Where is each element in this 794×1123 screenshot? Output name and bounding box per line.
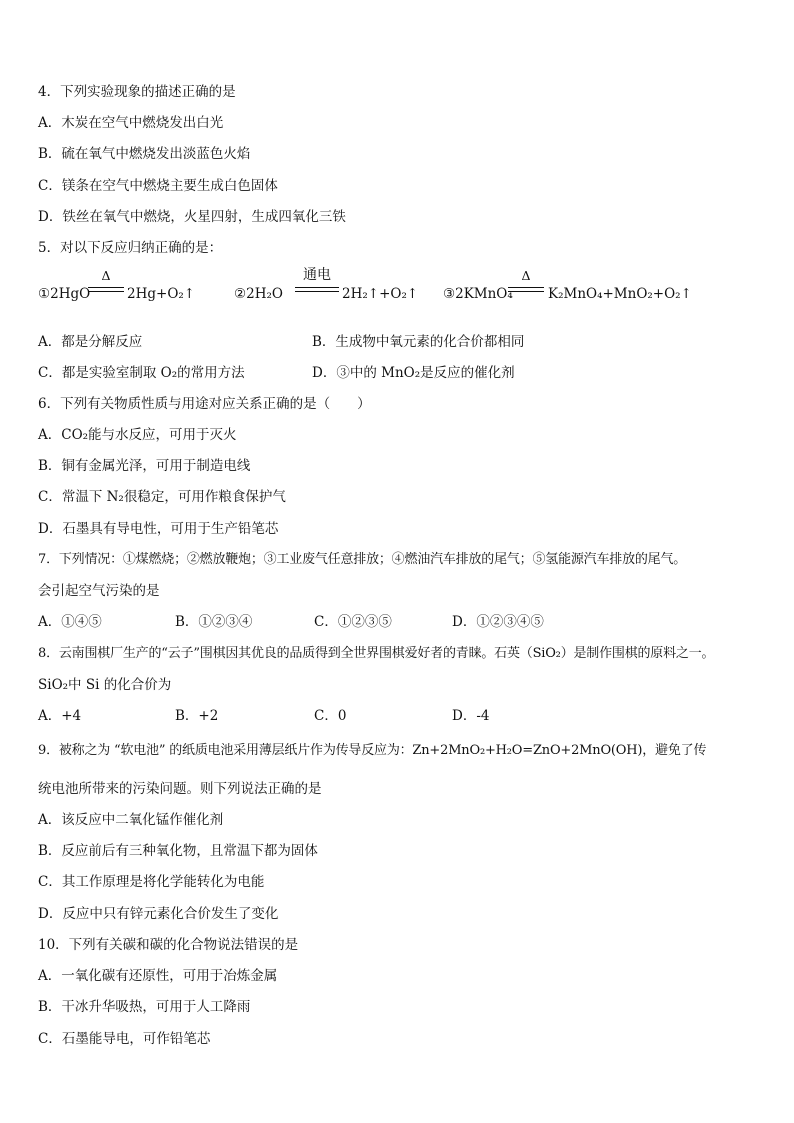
q10-stem: 10．下列有关碳和碳的化合物说法错误的是 (38, 937, 299, 953)
q8-option-d: D．-4 (452, 708, 490, 724)
q10-option-b: B．干冰升华吸热，可用于人工降雨 (38, 999, 251, 1015)
q9-option-d: D．反应中只有锌元素化合价发生了变化 (38, 906, 279, 922)
reaction-2-condition: 通电 (303, 267, 331, 283)
q8-option-c: C．0 (314, 708, 347, 724)
q5-stem: 5．对以下反应归纳正确的是： (38, 240, 223, 256)
q8-options-row (38, 707, 778, 727)
q4-option-a: A．木炭在空气中燃烧发出白光 (38, 115, 224, 131)
q7-option-c: C．①②③⑤ (314, 614, 392, 630)
reaction-1-equals-sign (88, 287, 124, 292)
q4-option-b: B．硫在氧气中燃烧发出淡蓝色火焰 (38, 146, 251, 162)
reaction-3-products: K₂MnO₄+MnO₂+O₂↑ (548, 286, 692, 302)
q8-option-a: A．+4 (38, 708, 82, 724)
q8-option-b: B．+2 (175, 708, 219, 724)
q9-option-a: A．该反应中二氧化锰作催化剂 (38, 812, 224, 828)
q9-option-b: B．反应前后有三种氧化物，且常温下都为固体 (38, 843, 318, 859)
q9-option-c: C．其工作原理是将化学能转化为电能 (38, 874, 265, 890)
q7-option-a: A．①④⑤ (38, 614, 102, 630)
q7-option-b: B．①②③④ (175, 614, 253, 630)
q7-option-d: D．①②③④⑤ (452, 614, 544, 630)
q5-option-b: B．生成物中氧元素的化合价都相同 (312, 334, 525, 350)
q5-option-a: A．都是分解反应 (38, 334, 143, 350)
reaction-1-products: 2Hg+O₂↑ (127, 286, 196, 302)
reaction-1-reactants: ①2HgO (38, 286, 91, 302)
q7-options-row (38, 613, 778, 633)
q7-stem-line-2: 会引起空气污染的是 (38, 583, 160, 599)
q6-option-d: D．石墨具有导电性，可用于生产铅笔芯 (38, 521, 279, 537)
reaction-3-condition: Δ (521, 268, 531, 283)
q10-option-a: A．一氧化碳有还原性，可用于冶炼金属 (38, 968, 278, 984)
q6-option-c: C．常温下 N₂很稳定，可用作粮食保护气 (38, 489, 286, 505)
q9-stem-line-2: 统电池所带来的污染问题。则下列说法正确的是 (38, 781, 322, 797)
reaction-3-reactants: ③2KMnO₄ (443, 286, 513, 302)
q9-stem-line-1: 9．被称之为 “软电池” 的纸质电池采用薄层纸片作为传导反应为：Zn+2MnO₂+H₂O=ZnO+2MnO(OH)，避免了传 (38, 743, 707, 758)
reaction-2-equals-sign (295, 287, 339, 292)
q6-option-b: B．铜有金属光泽，可用于制造电线 (38, 458, 251, 474)
q5-option-d: D．③中的 MnO₂是反应的催化剂 (312, 365, 515, 381)
q4-option-c: C．镁条在空气中燃烧主要生成白色固体 (38, 178, 278, 194)
q7-stem-line-1: 7．下列情况：①煤燃烧；②燃放鞭炮；③工业废气任意排放；④燃油汽车排放的尾气；⑤氢能源汽车排放的尾气。 (38, 552, 687, 567)
reaction-1-condition: Δ (101, 268, 111, 283)
reaction-2-reactants: ②2H₂O (234, 286, 283, 302)
q4-option-d: D．铁丝在氧气中燃烧，火星四射，生成四氧化三铁 (38, 209, 346, 225)
q5-options-row-2 (38, 364, 778, 384)
reaction-2-products: 2H₂↑+O₂↑ (342, 286, 419, 302)
q6-stem: 6．下列有关物质性质与用途对应关系正确的是（ ） (38, 396, 371, 412)
reaction-3-equals-sign (508, 287, 544, 292)
q8-stem-line-2: SiO₂中 Si 的化合价为 (38, 677, 172, 693)
q4-stem: 4．下列实验现象的描述正确的是 (38, 84, 236, 100)
q6-option-a: A．CO₂能与水反应，可用于灭火 (38, 427, 237, 443)
q5-option-c: C．都是实验室制取 O₂的常用方法 (38, 365, 245, 381)
q5-options-row-1 (38, 333, 778, 353)
q8-stem-line-1: 8．云南围棋厂生产的“云子”围棋因其优良的品质得到全世界围棋爱好者的青睐。石英（SiO₂）是制作围棋的原料之一。 (38, 646, 715, 661)
q5-reactions (38, 268, 778, 308)
q10-option-c: C．石墨能导电，可作铅笔芯 (38, 1031, 211, 1047)
